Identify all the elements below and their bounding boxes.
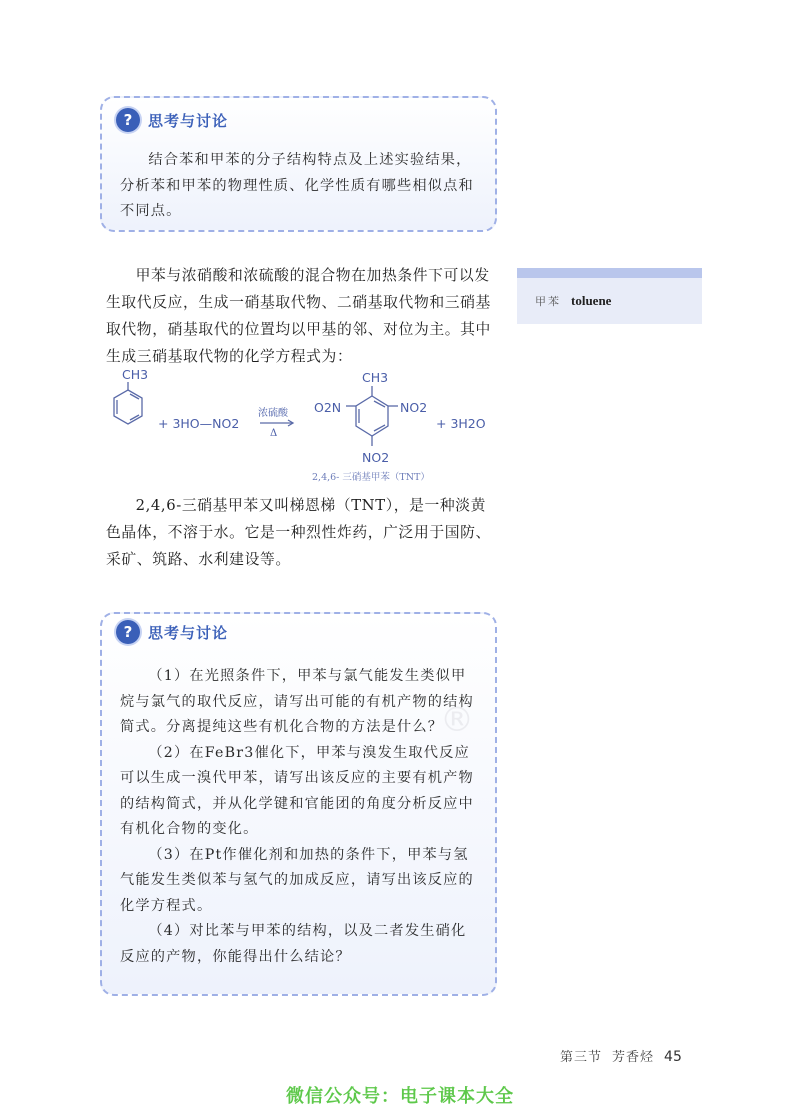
toluene-benzene-ring: [114, 390, 142, 424]
question-item: （1）在光照条件下，甲苯与氯气能发生类似甲烷与氯气的取代反应，请写出可能的有机产物的结构简式。分离提纯这些有机化合物的方法是什么？: [120, 668, 474, 735]
discussion-header: [116, 108, 228, 132]
paragraph-text: 甲苯与浓硝酸和浓硫酸的混合物在加热条件下可以发生取代反应，生成一硝基取代物、二硝基取代物和三硝基取代物，硝基取代的位置均以甲基的邻、对位为主。其中生成三硝基取代物的化学方程式为：: [106, 267, 491, 365]
discussion-questions: [120, 664, 481, 970]
wechat-watermark: 微信公众号：电子课本大全: [286, 1086, 514, 1107]
product-name: 2,4,6- 三硝基甲苯（TNT）: [312, 472, 430, 483]
sidebar-glossary: [517, 268, 702, 324]
o2n-label: O2N: [314, 400, 342, 415]
tnt-benzene-ring: [356, 396, 388, 436]
condition-bottom: Δ: [270, 428, 278, 439]
no2-bottom-label: NO2: [362, 450, 390, 465]
question-item: （2）在FeBr3催化下，甲苯与溴发生取代反应可以生成一溴代甲苯，请写出该反应的主要有机产物的结构简式，并从化学键和官能团的角度分析反应中有机化合物的变化。: [120, 744, 474, 837]
term-english: toluene: [571, 293, 612, 308]
discussion-box-2: [100, 612, 497, 996]
footer-section: 第三节: [560, 1050, 603, 1065]
question-icon: ?: [116, 620, 140, 644]
footer-chapter: 芳香烃: [612, 1050, 655, 1065]
term-chinese: 甲苯: [535, 295, 561, 308]
discussion-text: [120, 148, 481, 225]
reagent-label: + 3HO—NO2: [158, 416, 240, 431]
condition-top: 浓硫酸: [258, 408, 288, 419]
body-paragraph-2: [106, 492, 496, 573]
discussion-paragraph: 结合苯和甲苯的分子结构特点及上述实验结果，分析苯和甲苯的物理性质、化学性质有哪些相似点和不同点。: [120, 152, 474, 219]
faint-watermark: ®: [440, 700, 474, 740]
ch3-label-reactant: CH3: [122, 367, 149, 382]
question-item: （3）在Pt作催化剂和加热的条件下，甲苯与氢气能发生类似苯与氢气的加成反应，请写出该反应的化学方程式。: [120, 846, 474, 914]
ch3-label-product: CH3: [362, 370, 389, 385]
discussion-box-1: [100, 96, 497, 232]
question-item: （4）对比苯与甲苯的结构，以及二者发生硝化反应的产物，你能得出什么结论？: [120, 923, 467, 965]
discussion-title: 思考与讨论: [148, 111, 229, 130]
question-icon: ?: [116, 108, 140, 132]
no2-right-label: NO2: [400, 400, 428, 415]
page-number: 45: [664, 1049, 682, 1065]
discussion-title: 思考与讨论: [148, 623, 229, 642]
paragraph-text: 2,4,6-三硝基甲苯又叫梯恩梯（TNT），是一种淡黄色晶体，不溶于水。它是一种烈性炸药，广泛用于国防、采矿、筑路、水利建设等。: [106, 497, 491, 568]
body-paragraph-1: [106, 262, 496, 370]
page-footer: [560, 1046, 682, 1065]
discussion-header: [116, 620, 228, 644]
water-label: + 3H2O: [436, 416, 486, 431]
nitration-reaction-diagram: [100, 366, 500, 486]
